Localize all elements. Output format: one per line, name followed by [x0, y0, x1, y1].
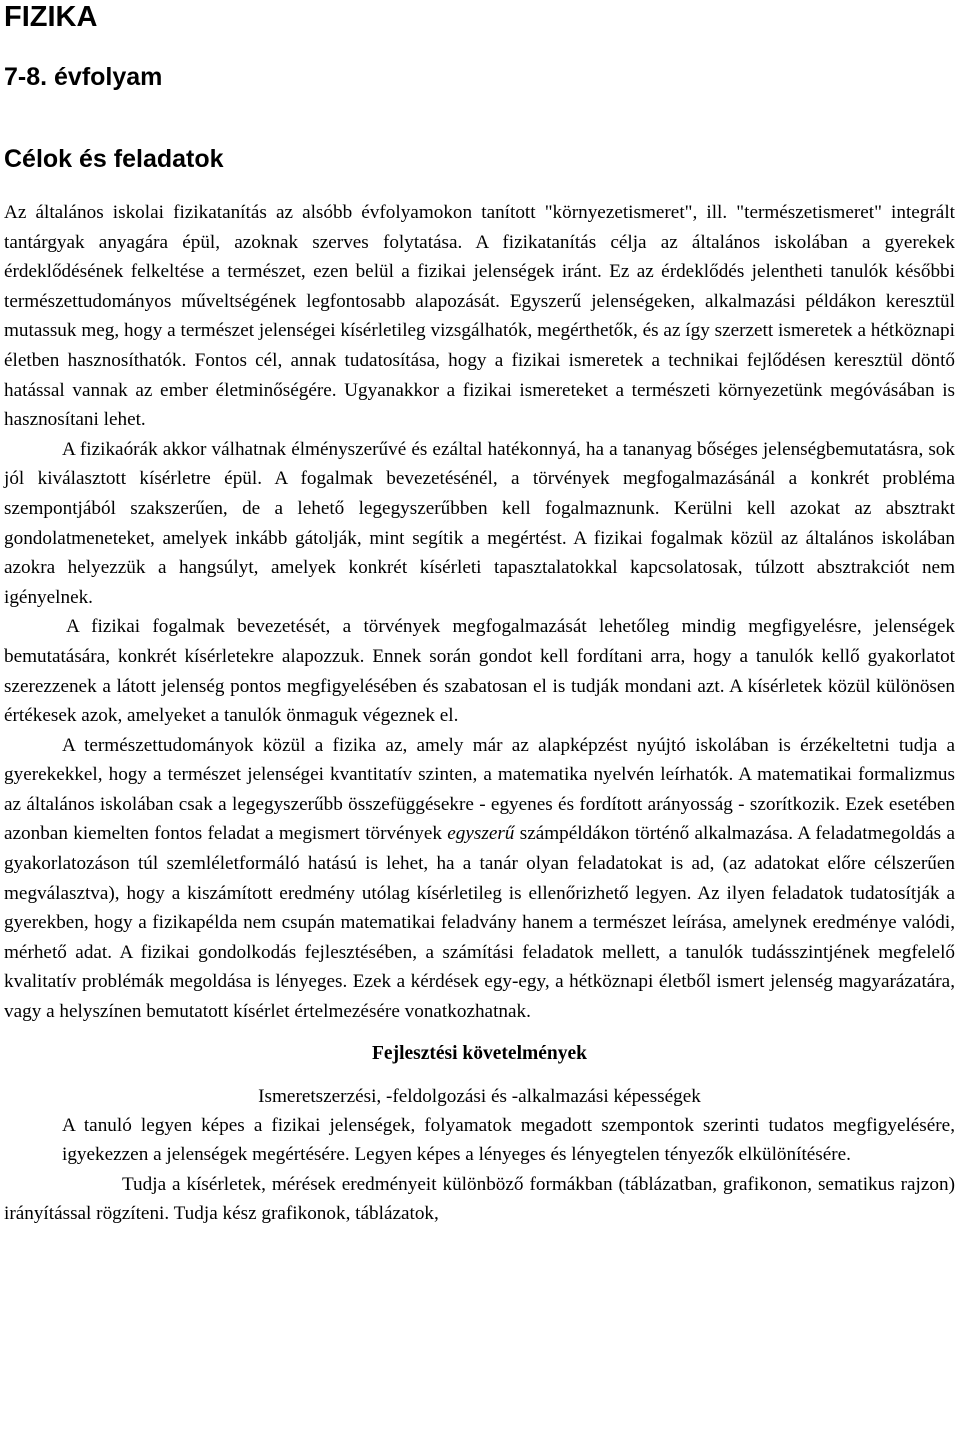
- paragraph-goals-4: [4, 731, 955, 1027]
- paragraph-goals-1: Az általános iskolai fizikatanítás az alsóbb évfolyamokon tanított "környezetismeret", ill. "természetismeret" integrált tantárgyak anyagára épül, azoknak szerves folytatása. A fizikatanítás célja az általános iskolában a gyerekek érdeklődésének felkeltése a természet, ezen belül a fizikai jelenségek iránt. Ez az érdeklődés jelentheti tanulók későbbi természettudományos műveltségének legfontosabb alapozását. Egyszerű jelenségeken, alkalmazási példákon keresztül mutassuk meg, hogy a természet jelenségei kísérletileg vizsgálhatók, megérthetők, és az így szerzett ismeretek a hétköznapi életben hasznosíthatók. Fontos cél, annak tudatosítása, hogy a fizikai ismeretek a technikai fejlődésen keresztül döntő hatással vannak az ember életminőségére. Ugyanakkor a fizikai ismereteket a természeti környezetünk megóvásában is hasznosítani lehet.: [4, 202, 955, 431]
- document-page: [4, 0, 955, 1229]
- section-heading-requirements: Fejlesztési követelmények: [372, 1042, 587, 1064]
- paragraph-skills-1: A tanuló legyen képes a fizikai jelenségek, folyamatok megadott szempontok szerinti tudatos megfigyelésére, igyekezzen a jelenségek megértésére. Legyen képes a lényeges és lényegtelen tényezők elkülönítésére.: [62, 1114, 955, 1166]
- paragraph-skills-2: Tudja a kísérletek, mérések eredményeit különböző formákban (táblázatban, grafikonon, sematikus rajzon) irányítással rögzíteni. Tudja kész grafikonok, táblázatok,: [4, 1173, 955, 1225]
- paragraph-goals-4-part-a: A természettudományok közül a fizika az, amely már az alapképzést nyújtó iskolában is érzékeltetni tudja a gyerekekkel, hogy a természet jelenségei kvantitatív szinten, a matematika nyelvén leírhatók. A matematikai formalizmus az általános iskolában csak a legegyszerűbb összefüggésekre - egyenes és fordított arányosság - szorítkozik. Ezek esetében azonban kiemelten fontos feladat a megismert törvények: [4, 734, 955, 845]
- paragraph-goals-4-part-b: számpéldákon történő alkalmazása. A feladatmegoldás a gyakorlatozáson túl szemléletformáló hatású is lehet, ha a tanár olyan feladatokat is ad, (az adatokat előre célszerűen megválasztva), hogy a kiszámított eredmény utólag kísérletileg is ellenőrizhető legyen. Az ilyen feladatok tudatosítják a gyerekben, hogy a fizikapélda nem csupán matematikai feladvány hanem a természet leírása, amelynek eredménye valódi, mérhető adat. A fizikai gondolkodás fejlesztésében, a számítási feladatok mellett, a tanulók tudásszintjének megfelelő kvalitatív problémák megoldása is lényeges. Ezek a kérdések egy-egy, a hétköznapi életből ismert jelenség magyarázatára, vagy a helyszínen bemutatott kísérlet értelmezésére vonatkozhatnak.: [4, 823, 955, 1023]
- section-heading-goals: Célok és feladatok: [4, 145, 224, 173]
- emphasis-simple: egyszerű: [447, 823, 515, 845]
- grade-heading: 7-8. évfolyam: [4, 63, 163, 91]
- paragraph-goals-2: A fizikaórák akkor válhatnak élményszerűvé és ezáltal hatékonnyá, ha a tananyag bőséges jelenségbemutatásra, sok jól kiválasztott kísérletre épül. A fogalmak bevezetésénél, a törvények megfogalmazásánál a konkrét probléma szempontjából szakszerűen, de a lehető legegyszerűbben kell fogalmaznunk. Kerülni kell azokat az absztrakt gondolatmeneteket, amelyek inkább gátolják, mint segítik a megértést. A fizikai fogalmak közül az általános iskolában azokra helyezzük a hangsúlyt, amelyek konkrét kísérleti tapasztalatokkal kapcsolatosak, túlzott absztrakciót nem igényelnek.: [4, 438, 955, 608]
- paragraph-goals-3: A fizikai fogalmak bevezetését, a törvények megfogalmazását lehetőleg mindig megfigyelésre, jelenségek bemutatására, konkrét kísérletekre alapozzuk. Ennek során gondot kell fordítani arra, hogy a tanulók kellő gyakorlatot szerezzenek a látott jelenség pontos megfigyelésében és szabatosan el is tudják mondani azt. A kísérletek közül különösen értékesek azok, amelyeket a tanulók önmaguk végeznek el.: [4, 616, 955, 727]
- document-title: FIZIKA: [4, 1, 98, 33]
- subsection-heading-skills: Ismeretszerzési, -feldolgozási és -alkalmazási képességek: [258, 1085, 701, 1107]
